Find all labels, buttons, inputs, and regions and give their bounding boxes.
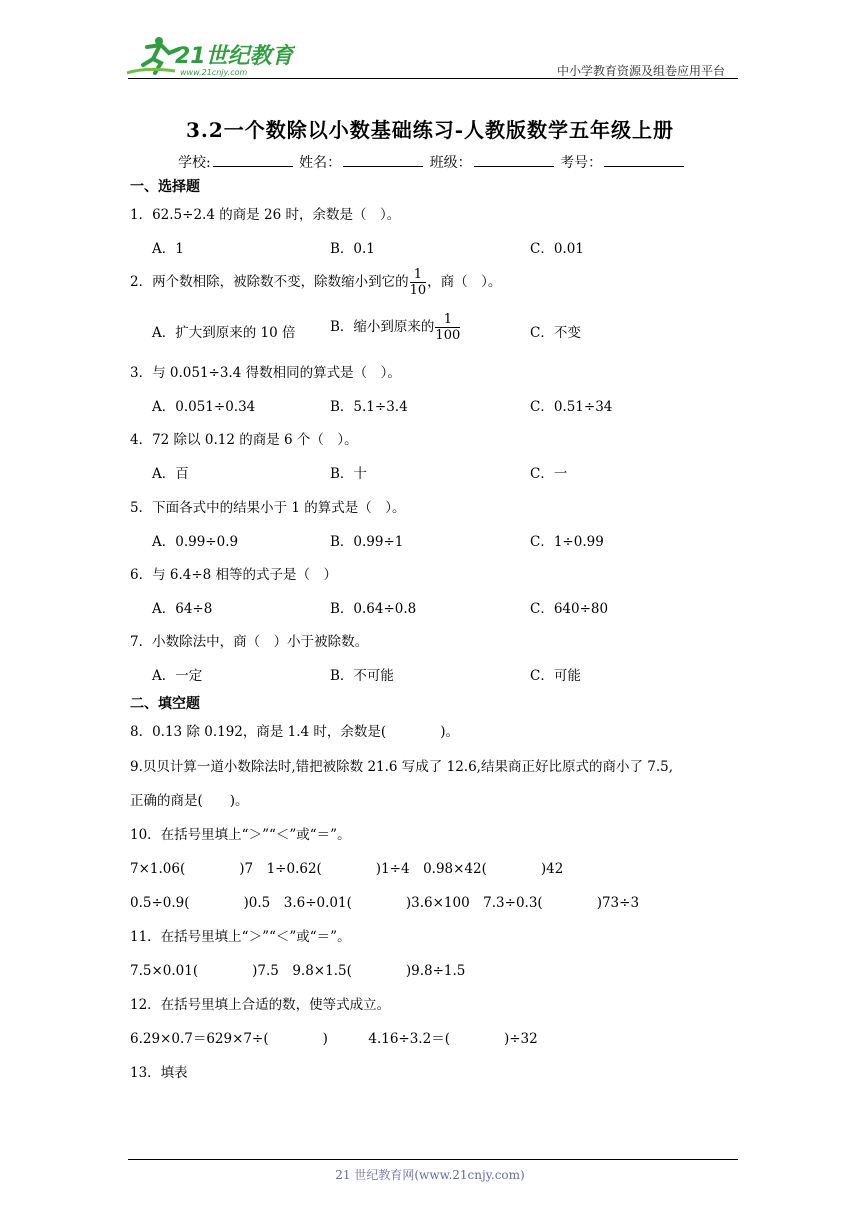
footer-site-link[interactable]: 21 世纪教育网(www.21cnjy.com) bbox=[335, 1168, 525, 1182]
q2-stem-text: 2．两个数相除，被除数不变，除数缩小到它的 bbox=[130, 274, 409, 290]
q6-option-c[interactable]: C．640÷80 bbox=[530, 601, 609, 617]
q12-stem: 12．在括号里填上合适的数，使等式成立。 bbox=[130, 997, 391, 1013]
site-logo bbox=[125, 33, 295, 79]
q2-option-a[interactable]: A．扩大到原来的 10 倍 bbox=[152, 325, 296, 341]
q2-b-numerator: 1 bbox=[435, 312, 460, 328]
svg-text:www.21cnjy.com: www.21cnjy.com bbox=[180, 68, 248, 77]
q2-option-b[interactable] bbox=[330, 312, 461, 343]
q12-row1: 6.29×0.7＝629×7÷( ) 4.16÷3.2＝( )÷32 bbox=[130, 1031, 538, 1047]
header-platform-text: 中小学教育资源及组卷应用平台 bbox=[556, 64, 725, 78]
q1-option-a[interactable]: A．1 bbox=[152, 241, 184, 257]
q2-option-c[interactable]: C．不变 bbox=[530, 325, 581, 341]
q2-fraction bbox=[410, 267, 427, 298]
q7-stem: 7．小数除法中，商（ ）小于被除数。 bbox=[130, 634, 369, 650]
student-info-line bbox=[178, 152, 686, 172]
q2-option-b-fraction bbox=[435, 312, 460, 343]
name-label: 姓名： bbox=[299, 155, 342, 171]
q5-option-a[interactable]: A．0.99÷0.9 bbox=[152, 534, 239, 550]
q1-option-b[interactable]: B．0.1 bbox=[330, 241, 375, 257]
q4-option-b[interactable]: B．十 bbox=[330, 466, 367, 482]
q4-stem: 4．72 除以 0.12 的商是 6 个（ ）。 bbox=[130, 432, 358, 448]
q2-stem bbox=[130, 267, 501, 298]
q5-option-b[interactable]: B．0.99÷1 bbox=[330, 534, 404, 550]
q2-b-denominator: 100 bbox=[435, 328, 461, 343]
runner-logo-icon bbox=[125, 33, 295, 79]
header-divider bbox=[128, 78, 738, 79]
svg-text:21世纪教育: 21世纪教育 bbox=[175, 44, 294, 69]
q10-row2: 0.5÷0.9( )0.5 3.6÷0.01( )3.6×100 7.3÷0.3( )73÷3 bbox=[130, 895, 640, 911]
q2-frac-denominator: 10 bbox=[409, 283, 427, 298]
q7-option-b[interactable]: B．不可能 bbox=[330, 668, 394, 684]
class-blank[interactable] bbox=[474, 152, 554, 167]
q6-option-b[interactable]: B．0.64÷0.8 bbox=[330, 601, 417, 617]
q2-option-b-text: B．缩小到原来的 bbox=[330, 319, 435, 335]
footer-divider bbox=[128, 1159, 738, 1160]
q13-stem: 13．填表 bbox=[130, 1065, 188, 1081]
q3-option-b[interactable]: B．5.1÷3.4 bbox=[330, 399, 408, 415]
q5-option-c[interactable]: C．1÷0.99 bbox=[530, 534, 604, 550]
q2-stem-suffix: ，商（ ）。 bbox=[427, 274, 502, 290]
q9-line1: 9.贝贝计算一道小数除法时,错把被除数 21.6 写成了 12.6,结果商正好比原式的商小了 7.5, bbox=[130, 759, 674, 775]
q10-row1: 7×1.06( )7 1÷0.62( )1÷4 0.98×42( )42 bbox=[130, 861, 564, 877]
exam-no-label: 考号： bbox=[560, 155, 603, 171]
q1-option-c[interactable]: C．0.01 bbox=[530, 241, 584, 257]
exam-no-blank[interactable] bbox=[604, 152, 684, 167]
q4-option-c[interactable]: C．一 bbox=[530, 466, 568, 482]
name-blank[interactable] bbox=[343, 152, 423, 167]
school-blank[interactable] bbox=[213, 152, 293, 167]
q2-frac-numerator: 1 bbox=[410, 267, 427, 283]
q7-option-c[interactable]: C．可能 bbox=[530, 668, 581, 684]
q11-stem: 11．在括号里填上“＞”“＜”或“＝”。 bbox=[130, 929, 351, 945]
q7-option-a[interactable]: A．一定 bbox=[152, 668, 203, 684]
section-fill-heading: 二、填空题 bbox=[130, 696, 200, 712]
q3-stem: 3．与 0.051÷3.4 得数相同的算式是（ ）。 bbox=[130, 365, 401, 381]
q8-stem: 8．0.13 除 0.192，商是 1.4 时，余数是( )。 bbox=[130, 724, 459, 740]
q6-stem: 6．与 6.4÷8 相等的式子是（ ） bbox=[130, 567, 338, 583]
q11-row1: 7.5×0.01( )7.5 9.8×1.5( )9.8÷1.5 bbox=[130, 963, 466, 979]
q6-option-a[interactable]: A．64÷8 bbox=[152, 601, 213, 617]
q3-option-c[interactable]: C．0.51÷34 bbox=[530, 399, 613, 415]
q5-stem: 5．下面各式中的结果小于 1 的算式是（ ）。 bbox=[130, 500, 406, 516]
q1-stem: 1．62.5÷2.4 的商是 26 时，余数是（ ）。 bbox=[130, 207, 401, 223]
page-title: 3.2一个数除以小数基础练习-人教版数学五年级上册 bbox=[185, 118, 675, 142]
q3-option-a[interactable]: A．0.051÷0.34 bbox=[152, 399, 256, 415]
section-choice-heading: 一、选择题 bbox=[130, 179, 200, 195]
q10-stem: 10．在括号里填上“＞”“＜”或“＝”。 bbox=[130, 827, 351, 843]
school-label: 学校: bbox=[178, 155, 211, 171]
q9-line2: 正确的商是( )。 bbox=[130, 793, 249, 809]
class-label: 班级： bbox=[429, 155, 472, 171]
q4-option-a[interactable]: A．百 bbox=[152, 466, 189, 482]
